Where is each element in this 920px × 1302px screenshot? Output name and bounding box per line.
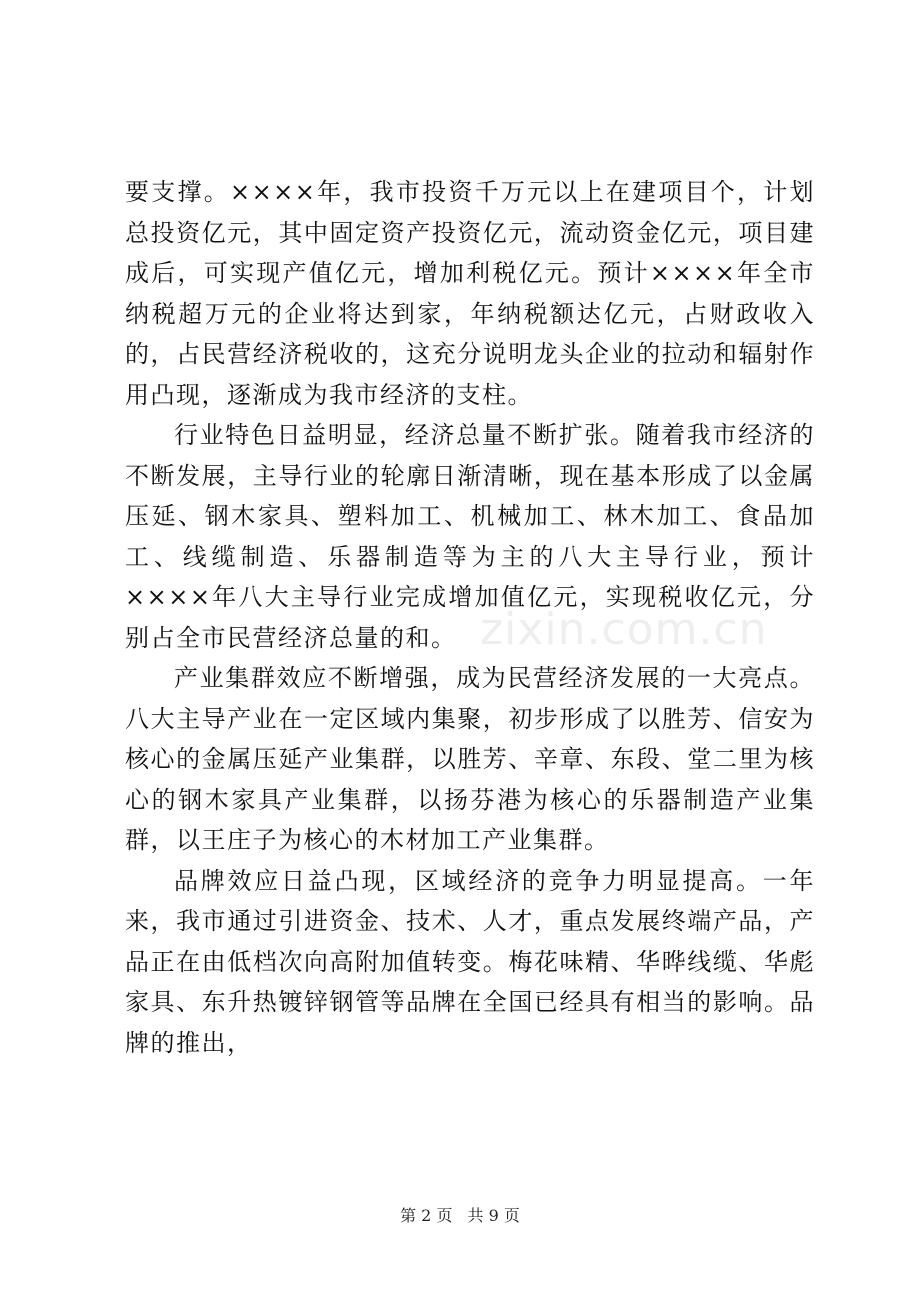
page-number: 第 2 页 <box>400 1206 453 1225</box>
paragraph-1: 要支撑。××××年，我市投资千万元以上在建项目个，计划总投资亿元，其中固定资产投资亿元，流动资金亿元，项目建成后，可实现产值亿元，增加利税亿元。预计××××年全市纳税超万元的企业将达到家，年纳税额达亿元，占财政收入的，占民营经济税收的，这充分说明龙头企业的拉动和辐射作用凸现，逐渐成为我市经济的支柱。 <box>125 178 815 409</box>
paragraph-3: 产业集群效应不断增强，成为民营经济发展的一大亮点。八大主导产业在一定区域内集聚，初步形成了以胜芳、信安为核心的金属压延产业集群，以胜芳、辛章、东段、堂二里为核心的钢木家具产业集群，以扬芬港为核心的乐器制造产业集群，以王庄子为核心的木材加工产业集群。 <box>125 664 815 854</box>
watermark: zixin.com.cn <box>480 604 768 655</box>
paragraph-2: 行业特色日益明显，经济总量不断扩张。随着我市经济的不断发展，主导行业的轮廓日渐清晰，现在基本形成了以金属压延、钢木家具、塑料加工、机械加工、林木加工、食品加工、线缆制造、乐器制造等为主的八大主导行业，预计××××年八大主导行业完成增加值亿元，实现税收亿元，分别占全市民营经济总量的和。 <box>125 421 815 652</box>
document-body <box>125 172 815 1063</box>
paragraph-4: 品牌效应日益凸现，区域经济的竞争力明显提高。一年来，我市通过引进资金、技术、人才，重点发展终端产品，产品正在由低档次向高附加值转变。梅花味精、华晔线缆、华彪家具、东升热镀锌钢管等品牌在全国已经具有相当的影响。品牌的推出， <box>125 866 815 1057</box>
page-total: 共 9 页 <box>467 1206 520 1225</box>
page-footer <box>0 1203 920 1226</box>
